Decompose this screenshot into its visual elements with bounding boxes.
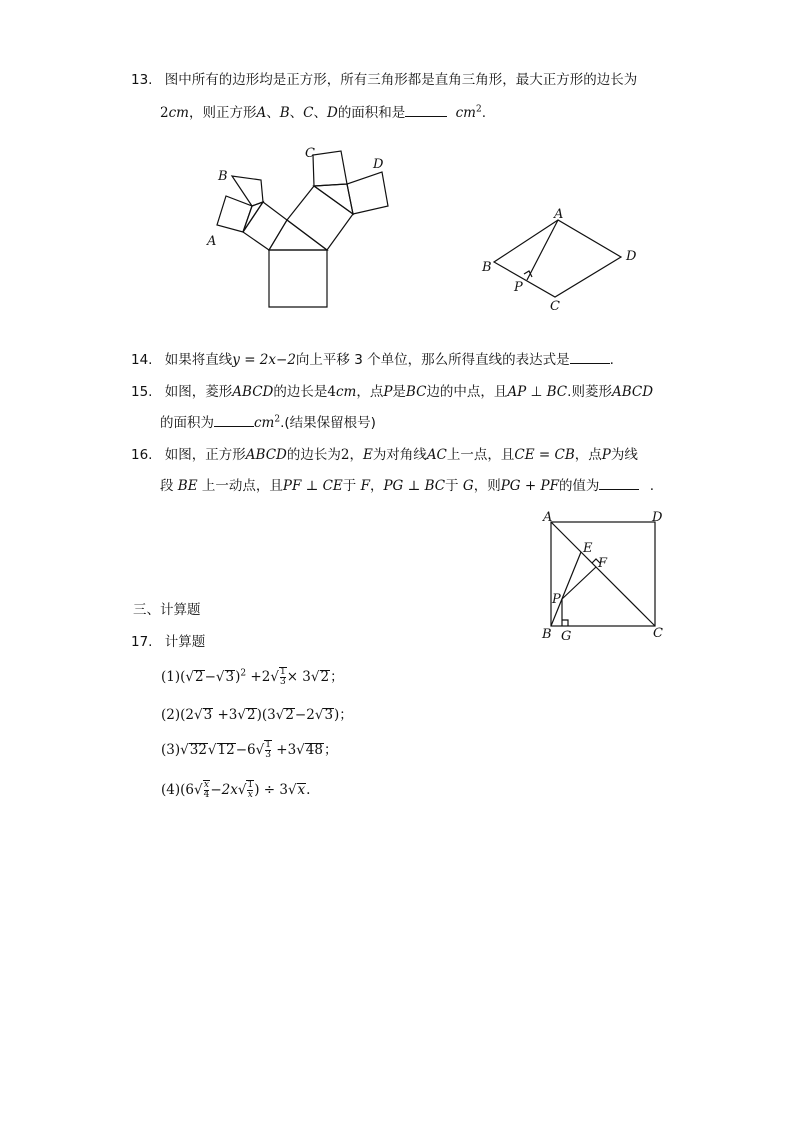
math: cm [335,384,357,400]
math: ABCD [611,384,654,400]
text: 于 [342,478,357,494]
text: 如果将直线 [164,352,233,368]
pythagoras-tree-figure [200,140,400,310]
question-number: 13. [131,72,153,88]
question-number: 17. [131,634,153,650]
text: ，则 [473,478,501,494]
radicand: 48 [305,742,323,758]
text: 于 [445,478,459,494]
text: .则菱形 [567,384,612,400]
segment-be [551,552,581,626]
expr: . [306,782,311,798]
math: G [462,478,474,494]
question-number: 15. [131,384,153,400]
text: 上一动点，且 [201,478,283,494]
square-b [232,176,263,206]
denominator: 3 [265,750,271,760]
question-17 [131,630,205,650]
numerator: 1 [265,740,271,750]
numerator: 1 [247,780,254,790]
math: BC [546,384,568,400]
exponent: 2 [475,104,482,115]
calc-item-4: (4)(6√ $\frac{x}{4}$ −2x√ $\frac{1}{x}$ ) ÷ 3√x. [161,780,311,800]
denominator: 4 [203,790,210,800]
question-14 [131,348,614,368]
square-diagonal-figure [535,505,670,645]
math: AP [507,384,527,400]
label-a: A [256,105,267,121]
side-length-value: 2 [160,105,169,121]
question-number: 14. [131,352,153,368]
square-d [347,172,388,214]
math: E [362,447,373,463]
math: ABCD [232,384,274,400]
fig13-label-b: B [218,169,228,184]
answer-blank[interactable] [214,412,254,427]
exponent: 2 [274,414,281,425]
expr: +3 [271,742,297,758]
text: 向上平移 3 个单位，那么所得直线的表达式是 [295,352,570,368]
radicand: 2 [247,707,256,723]
text: 如图，正方形 [164,447,246,463]
rhombus-label-a: A [554,207,564,222]
answer-blank[interactable] [405,102,447,117]
expr: ) ÷ 3 [254,782,288,798]
math: AC [426,447,447,463]
text: ，则正方形 [188,105,257,121]
label: (4) [161,782,181,798]
numerator: x [203,780,209,790]
answer-blank[interactable] [599,475,639,490]
fig13-label-c: C [305,146,315,161]
section-heading: 三、计算题 [133,602,201,618]
question-16-line2 [160,474,654,494]
expr: ； [330,669,344,685]
text: 如图，菱形 [164,384,233,400]
question-13-line2 [160,101,486,121]
fig16-label-a: A [543,510,553,525]
radicand: 3 [225,669,235,685]
expr: (6 [180,782,194,798]
square-c [313,151,347,186]
text: 段 [160,478,174,494]
math: BC [405,384,427,400]
big-square [269,250,327,307]
fig13-label-d: D [373,157,384,172]
text: 为线 [610,447,638,463]
radicand: 2 [320,669,330,685]
end: . [649,478,655,494]
math: CE = CB [514,447,575,463]
fig16-label-d: D [652,510,663,525]
label: (2) [161,707,181,723]
question-title: 计算题 [164,634,206,650]
text: 为对角线 [372,447,427,463]
equation: y = 2x−2 [232,352,296,368]
right-mid-square [287,186,353,250]
question-text: 图中所有的边形均是正方形，所有三角形都是直角三角形，最大正方形的边长为 [164,72,638,88]
radicand: 2 [195,669,204,685]
expr: +3 [213,707,238,723]
text: ，点 [356,384,384,400]
radicand: 3 [324,707,334,723]
math: PG + PF [500,478,559,494]
text: 的值为 [558,478,600,494]
calc-item-1: $(1)(√2-√3)^2 +2√$ $\frac{1}{3}$ × 3√2； [161,667,344,687]
radicand: 2 [285,707,294,723]
expr: +2 [246,669,271,685]
rhombus-label-b: B [482,260,492,275]
end: . [481,105,487,121]
question-13 [131,68,637,88]
left-mid-square [243,202,287,250]
expr: −2x [210,782,238,798]
answer-unit: cm [455,105,476,121]
label-b: B [279,105,290,121]
label: (1) [161,669,181,685]
fig13-label-a: A [207,234,217,249]
right-angle-g [562,620,568,626]
text: 上一点，且 [446,447,515,463]
expr: )(3 [256,707,276,723]
question-number: 16. [131,447,153,463]
label-d: D [326,105,338,121]
fig16-label-b: B [542,627,552,642]
expr: (2 [180,707,194,723]
diagonal-ac [551,522,655,626]
fig16-label-c: C [653,626,663,641]
rhombus-label-c: C [550,299,560,314]
text: .(结果保留根号) [280,415,376,431]
math: ABCD [245,447,287,463]
calc-item-2: (2)(2√3 +3√2)(3√2−2√3)； [161,707,353,723]
sep: 、 [289,105,304,121]
text: 的边长是 [273,384,328,400]
text: 边的中点，且 [426,384,508,400]
text: ， [369,478,384,494]
expr: − [204,669,216,685]
label: (3) [161,742,181,758]
rhombus-label-p: P [514,280,523,295]
text: ， [349,447,363,463]
radicand: 12 [217,742,235,758]
text: 是 [392,384,406,400]
label-c: C [303,105,314,121]
fig16-label-g: G [561,629,572,644]
rhombus-label-d: D [626,249,637,264]
segment-pf [562,567,596,599]
answer-blank[interactable] [570,349,610,364]
math: ⊥ [530,384,543,400]
math: 4 [327,384,336,400]
exponent: 2 [240,668,247,679]
text: 的面积和是 [337,105,406,121]
expr: )； [334,707,353,723]
sep: 、 [266,105,280,121]
text: ，点 [574,447,602,463]
expr: ； [323,742,338,758]
text: 的边长为 [286,447,341,463]
expr: −2 [294,707,315,723]
radicand: x [297,782,306,798]
numerator: 1 [279,667,286,677]
fig16-label-f: F [598,556,608,571]
math: BE [177,478,198,494]
expr: ( [180,669,186,685]
radicand: 32 [189,742,207,758]
rhombus-figure [475,200,645,315]
question-16 [131,443,638,463]
math: P [383,384,393,400]
math: PF ⊥ CE [282,478,343,494]
math: 2 [340,447,350,463]
text: 的面积为 [160,415,214,431]
math: P [601,447,611,463]
expr: −6 [235,742,256,758]
calc-item-3: (3)√32√12−6√ $\frac{1}{3}$ +3√48； [161,740,338,760]
unit: cm [168,105,189,121]
math: cm [254,415,275,431]
question-15 [131,380,653,400]
denominator: 3 [279,677,286,687]
expr: ) [235,669,241,685]
math: PG ⊥ BC [383,478,446,494]
fig16-label-e: E [583,541,593,556]
question-15-line2 [160,411,376,431]
sep: 、 [313,105,327,121]
expr: × 3 [286,669,311,685]
denominator: x [247,790,253,800]
fig16-label-p: P [552,592,561,607]
end: . [609,352,614,368]
math: F [360,478,370,494]
radicand: 3 [203,707,213,723]
segment-ap [527,220,558,280]
